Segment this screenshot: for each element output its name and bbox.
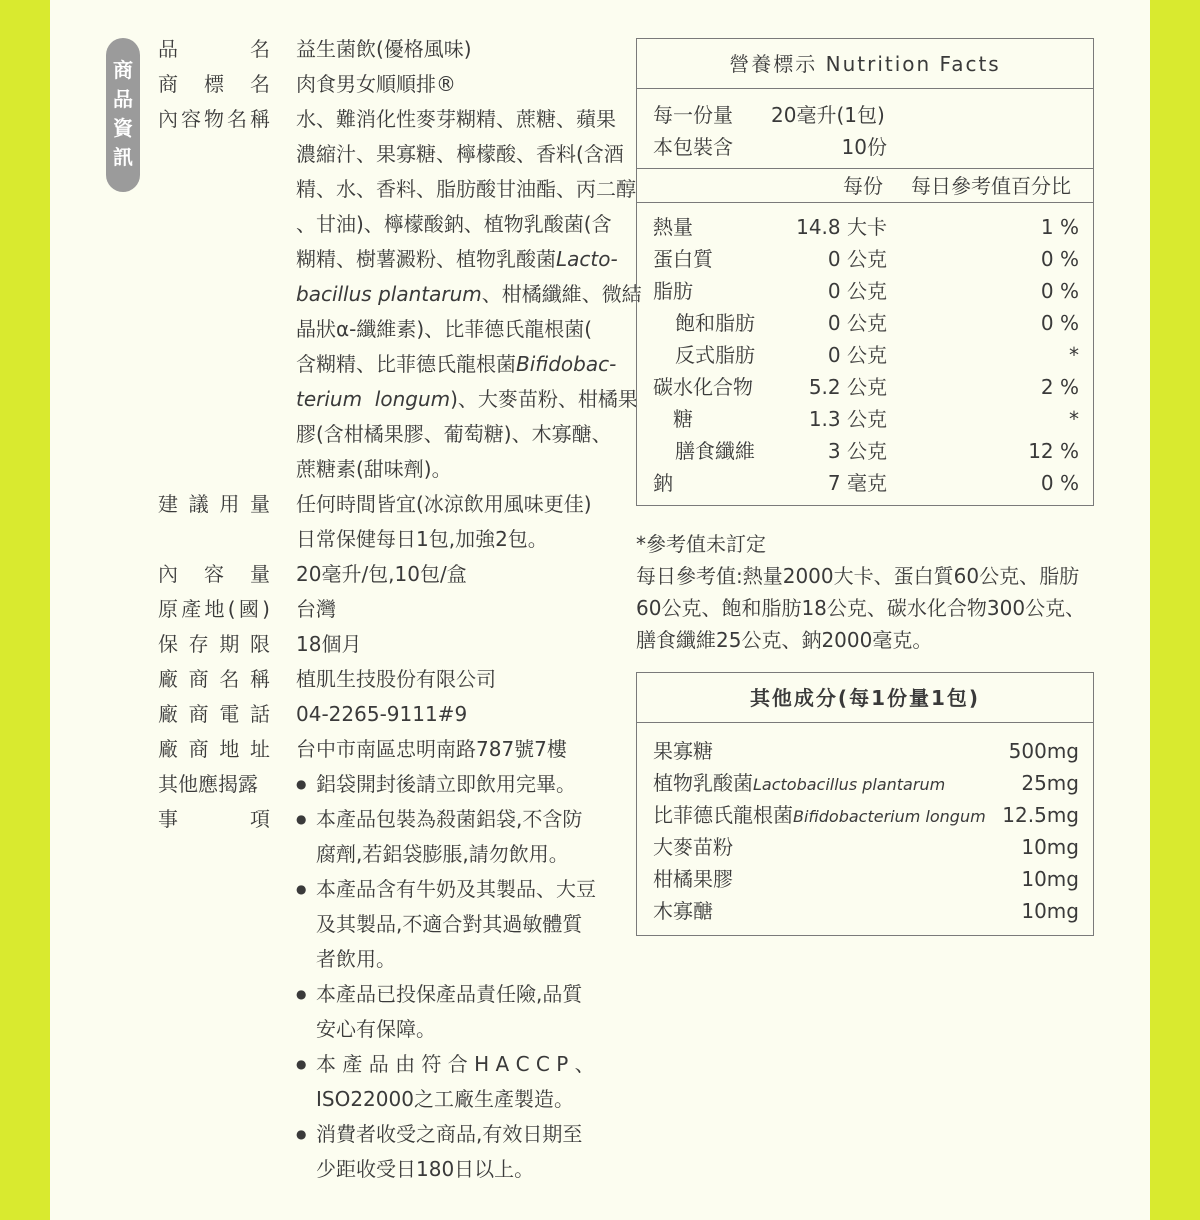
bullet-line: 安心有保障。 [316, 1017, 436, 1041]
nutrition-row [653, 467, 1079, 499]
info-row [158, 487, 618, 557]
bullet-item [296, 802, 608, 872]
info-value [296, 697, 608, 732]
product-info-panel [50, 0, 1150, 1220]
info-value-line: 日常保健每日1包,加強2包。 [296, 527, 548, 551]
bullet-line: ISO22000之工廠生產製造。 [316, 1087, 574, 1111]
ingredient-name [653, 863, 733, 895]
bullet-line: 鋁袋開封後請立即飲用完畢。 [316, 772, 576, 796]
bullet-text [316, 977, 608, 1047]
nutrition-row [653, 275, 1079, 307]
ingredient-latin-name: Lactobacillus plantarum [753, 775, 946, 794]
info-row [158, 557, 618, 592]
bullet-line: 本 產 品 由 符 合 H A C C P 、 [316, 1052, 595, 1076]
info-row [158, 32, 618, 67]
info-label: 品 名 [158, 37, 270, 61]
serving-info [637, 89, 1093, 169]
info-row [158, 697, 618, 732]
nutrient-daily-pct: * [1069, 407, 1079, 431]
other-ingredients-rows [637, 723, 1093, 927]
nutrient-name: 糖 [673, 407, 693, 431]
reference-notes [636, 528, 1106, 656]
ingredient-name-zh: 植物乳酸菌 [653, 771, 753, 795]
ingredient-row [653, 895, 1079, 927]
ingredient-amount: 10mg [1021, 867, 1079, 891]
ingredient-amount: 500mg [1008, 739, 1079, 763]
nutrient-daily-pct: 0 % [1040, 311, 1079, 335]
ingredient-amount: 10mg [1021, 899, 1079, 923]
nutrient-daily-pct: * [1069, 343, 1079, 367]
info-value-line: 膠(含柑橘果膠、葡萄糖)、木寡醣、 [296, 422, 612, 446]
ingredient-name [653, 895, 713, 927]
bullet-dot-icon: ● [296, 812, 307, 826]
bullet-item [296, 872, 608, 977]
note-line: 每日參考值:熱量2000大卡、蛋白質60公克、脂肪 [636, 564, 1080, 588]
bullet-line: 本產品已投保產品責任險,品質 [316, 982, 583, 1006]
tab-char: 商 [113, 58, 133, 82]
ingredient-name-zh: 果寡糖 [653, 739, 713, 763]
nutrient-daily-pct: 1 % [1040, 215, 1079, 239]
bullet-line: 者飲用。 [316, 947, 396, 971]
info-value-line: 濃縮汁、果寡糖、檸檬酸、香料(含酒 [296, 142, 624, 166]
tab-char: 品 [113, 87, 133, 111]
nutrition-title: 營養標示 Nutrition Facts [637, 39, 1093, 89]
info-row [158, 102, 642, 487]
info-value-line: 益生菌飲(優格風味) [296, 37, 472, 61]
ingredient-latin-name: Bifidobacterium longum [793, 807, 986, 826]
bullet-line: 腐劑,若鋁袋膨脹,請勿飲用。 [316, 842, 569, 866]
product-info-list [158, 32, 642, 1187]
nutrient-name: 反式脂肪 [675, 343, 755, 367]
col-per-serving: 每份 [843, 174, 883, 198]
nutrient-name: 膳食纖維 [675, 439, 755, 463]
bullet-text [316, 767, 608, 802]
other-disclosure-row [158, 767, 618, 1187]
info-value-line: 蔗糖素(甜味劑)。 [296, 457, 452, 481]
nutrient-daily-pct: 0 % [1040, 279, 1079, 303]
nutrient-amount: 0 公克 [827, 279, 887, 303]
nutrient-daily-pct: 2 % [1040, 375, 1079, 399]
info-label: 原 產 地 ( 國 ) [158, 597, 270, 621]
bullet-line: 本產品包裝為殺菌鋁袋,不含防 [316, 807, 583, 831]
ingredient-name [653, 831, 733, 863]
nutrient-amount: 0 公克 [827, 247, 887, 271]
pack-label: 本包裝含 [653, 135, 733, 159]
info-row [158, 627, 618, 662]
info-value-line: terium longum)、大麥苗粉、柑橘果 [296, 387, 638, 411]
serving-label: 每一份量 [653, 103, 733, 127]
ingredient-amount: 10mg [1021, 835, 1079, 859]
info-label: 商 標 名 [158, 72, 270, 96]
nutrient-amount: 14.8 大卡 [796, 215, 887, 239]
nutrition-row [653, 371, 1079, 403]
col-daily-value: 每日參考值百分比 [911, 174, 1071, 198]
bullet-text [316, 1047, 608, 1117]
bullet-text [316, 802, 608, 872]
nutrition-row [653, 243, 1079, 275]
serving-value: 20毫升(1包) [771, 103, 885, 127]
bullet-item [296, 767, 608, 802]
nutrient-amount: 0 公克 [827, 311, 887, 335]
ingredient-name-zh: 比菲德氏龍根菌 [653, 803, 793, 827]
tab-char: 資 [113, 116, 133, 140]
pack-value: 10份 [841, 135, 887, 159]
tab-char: 訊 [113, 145, 133, 169]
nutrient-name: 脂肪 [653, 279, 693, 303]
ingredient-name [653, 767, 945, 799]
info-value-line: 精、水、香料、脂肪酸甘油酯、丙二醇 [296, 177, 636, 201]
ingredient-row [653, 799, 1079, 831]
info-label: 保 存 期 限 [158, 632, 270, 656]
bullet-dot-icon: ● [296, 1127, 307, 1141]
info-value [296, 662, 608, 697]
info-label: 建 議 用 量 [158, 492, 270, 516]
info-label: 內 容 量 [158, 562, 270, 586]
info-row [158, 732, 618, 767]
info-value [296, 32, 608, 67]
nutrition-rows [637, 203, 1093, 499]
other-ingredients-table [636, 672, 1094, 936]
ingredient-row [653, 735, 1079, 767]
info-value-line: 糊精、樹薯澱粉、植物乳酸菌Lacto- [296, 247, 618, 271]
ingredient-row [653, 767, 1079, 799]
ingredient-row [653, 863, 1079, 895]
info-value [296, 557, 608, 592]
info-row [158, 67, 618, 102]
bullet-line: 少距收受日180日以上。 [316, 1157, 535, 1181]
info-value-line: 任何時間皆宜(冰涼飲用風味更佳) [296, 492, 592, 516]
bullet-item [296, 1047, 608, 1117]
info-value-line: 晶狀α-纖維素)、比菲德氏龍根菌( [296, 317, 593, 341]
nutrient-amount: 7 毫克 [827, 471, 887, 495]
bullet-text [316, 872, 608, 977]
bullet-item [296, 1117, 608, 1187]
bullet-dot-icon: ● [296, 882, 307, 896]
note-line: *參考值未訂定 [636, 532, 766, 556]
info-label: 廠 商 地 址 [158, 737, 270, 761]
nutrient-name: 熱量 [653, 215, 693, 239]
info-value-line: 台中市南區忠明南路787號7樓 [296, 737, 567, 761]
info-value-line: 20毫升/包,10包/盒 [296, 562, 467, 586]
bullet-line: 消費者收受之商品,有效日期至 [316, 1122, 583, 1146]
info-value-line: 含糊精、比菲德氏龍根菌Bifidobac- [296, 352, 617, 376]
nutrient-name: 蛋白質 [653, 247, 713, 271]
nutrition-row [653, 307, 1079, 339]
info-row [158, 592, 618, 627]
info-value [296, 67, 608, 102]
nutrition-row [653, 435, 1079, 467]
ingredient-amount: 12.5mg [1002, 803, 1079, 827]
info-value [296, 732, 608, 767]
info-value [296, 102, 642, 487]
nutrient-amount: 1.3 公克 [808, 407, 887, 431]
nutrient-name: 碳水化合物 [653, 375, 753, 399]
nutrition-row [653, 339, 1079, 371]
info-value-line: 04-2265-9111#9 [296, 702, 468, 726]
other-ingredients-title: 其他成分(每1份量1包) [637, 673, 1093, 723]
other-disclosure-label-2: 事 項 [158, 807, 270, 831]
bullet-text [316, 1117, 608, 1187]
bullet-line: 本產品含有牛奶及其製品、大豆 [316, 877, 596, 901]
bullet-dot-icon: ● [296, 987, 307, 1001]
info-value-line: 肉食男女順順排® [296, 72, 456, 96]
nutrient-daily-pct: 0 % [1040, 471, 1079, 495]
nutrition-row [653, 403, 1079, 435]
nutrient-amount: 0 公克 [827, 343, 887, 367]
info-value-line: 台灣 [296, 597, 336, 621]
info-label: 廠 商 名 稱 [158, 667, 270, 691]
product-info-tab [106, 38, 140, 192]
info-row [158, 662, 618, 697]
ingredient-name-zh: 柑橘果膠 [653, 867, 733, 891]
bullet-item [296, 977, 608, 1047]
info-value [296, 487, 608, 557]
info-value [296, 627, 608, 662]
nutrient-daily-pct: 0 % [1040, 247, 1079, 271]
nutrient-name: 飽和脂肪 [675, 311, 755, 335]
nutrition-facts-table [636, 38, 1094, 506]
info-value-line: 、甘油)、檸檬酸鈉、植物乳酸菌(含 [296, 212, 612, 236]
nutrient-name: 鈉 [653, 471, 673, 495]
nutrient-daily-pct: 12 % [1028, 439, 1079, 463]
info-value-line: 水、難消化性麥芽糊精、蔗糖、蘋果 [296, 107, 616, 131]
disclosure-bullets [296, 767, 608, 1187]
note-line: 膳食纖維25公克、鈉2000毫克。 [636, 628, 933, 652]
nutrition-row [653, 211, 1079, 243]
bullet-dot-icon: ● [296, 1057, 307, 1071]
info-value [296, 592, 608, 627]
ingredient-name-zh: 木寡醣 [653, 899, 713, 923]
info-value-line: 植肌生技股份有限公司 [296, 667, 496, 691]
info-label: 內 容 物 名 稱 [158, 107, 270, 131]
other-disclosure-label: 其他應揭露 [158, 772, 258, 796]
info-label: 廠 商 電 話 [158, 702, 270, 726]
nutrient-amount: 5.2 公克 [808, 375, 887, 399]
ingredient-amount: 25mg [1021, 771, 1079, 795]
bullet-dot-icon: ● [296, 777, 307, 791]
ingredient-name [653, 799, 986, 831]
nutrient-amount: 3 公克 [827, 439, 887, 463]
note-line: 60公克、飽和脂肪18公克、碳水化合物300公克、 [636, 596, 1086, 620]
ingredient-row [653, 831, 1079, 863]
ingredient-name-zh: 大麥苗粉 [653, 835, 733, 859]
info-value-line: 18個月 [296, 632, 362, 656]
info-value-line: bacillus plantarum、柑橘纖維、微結 [296, 282, 642, 306]
nutrition-column-headers [637, 169, 1093, 203]
ingredient-name [653, 735, 713, 767]
bullet-line: 及其製品,不適合對其過敏體質 [316, 912, 583, 936]
